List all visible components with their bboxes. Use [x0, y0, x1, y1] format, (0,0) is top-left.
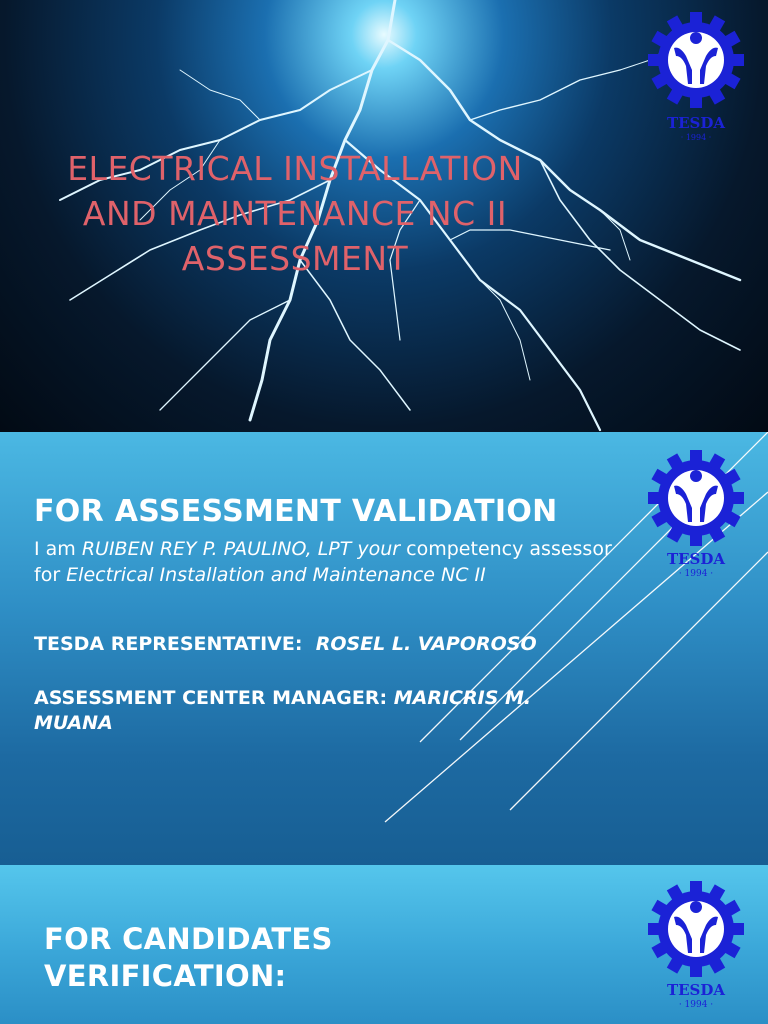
- intro-text: I am: [34, 538, 82, 560]
- section-heading: FOR ASSESSMENT VALIDATION: [34, 494, 558, 529]
- gear-emblem-icon: [646, 879, 746, 979]
- tesda-logo: [646, 448, 746, 583]
- representative-label: TESDA REPRESENTATIVE:: [34, 633, 303, 655]
- slide-title: ELECTRICAL INSTALLATION AND MAINTENANCE NC II ASSESSMENT: [67, 149, 523, 278]
- manager-name: MARICRIS M. MUANA: [34, 687, 532, 734]
- tesda-logo: [646, 10, 746, 145]
- assessor-name: RUIBEN REY P. PAULINO, LPT your: [81, 538, 401, 560]
- logo-year: · 1994 ·: [678, 1000, 714, 1010]
- center-manager: [34, 686, 594, 736]
- heading-line-1: FOR CANDIDATES: [44, 922, 333, 956]
- intro-text-2: competency assessor for: [34, 538, 612, 586]
- logo-text: TESDA: [666, 114, 726, 132]
- qualification-name: Electrical Installation and Maintenance NC II: [66, 564, 486, 586]
- tesda-logo: [646, 879, 746, 1014]
- section-heading: [44, 921, 333, 995]
- logo-text: TESDA: [666, 550, 726, 568]
- representative-name: ROSEL L. VAPOROSO: [315, 633, 537, 655]
- tesda-representative: [34, 632, 537, 657]
- logo-text: TESDA: [666, 981, 726, 999]
- gear-emblem-icon: [646, 448, 746, 548]
- validation-slide: [0, 432, 768, 865]
- assessor-intro: [34, 536, 614, 588]
- logo-year: · 1994 ·: [680, 133, 712, 142]
- gear-emblem-icon: [646, 10, 746, 110]
- logo-year: · 1994 ·: [678, 569, 714, 579]
- title-slide: [0, 0, 768, 432]
- heading-line-2: VERIFICATION:: [44, 959, 287, 993]
- manager-label: ASSESSMENT CENTER MANAGER:: [34, 687, 388, 709]
- verification-slide: [0, 865, 768, 1024]
